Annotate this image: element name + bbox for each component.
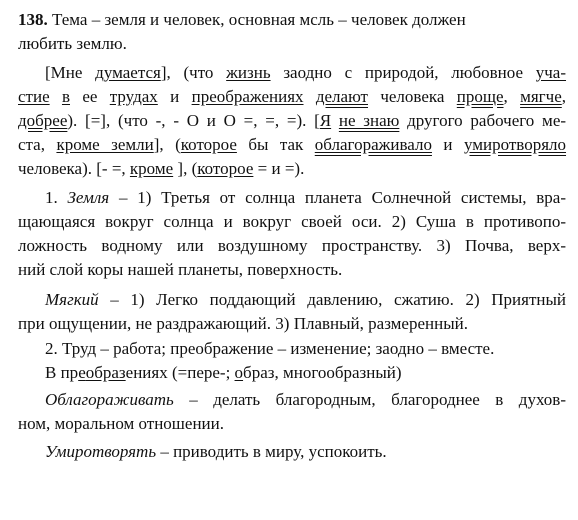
definition-zemlya-line-2: щающаяся вокруг солнца и вокруг своей оси. 2) Суша в противопо- [18,212,566,231]
scheme-text [304,87,316,106]
definition-text: – 1) Легко поддающий давлению, сжатию. 2) Приятный [98,290,566,309]
scheme-text: ). [=], (что -, - О и О =, =, =). [ [67,111,320,130]
definition-myagkiy-line-1 [45,289,566,311]
member-phrase: кроме земли [56,135,154,154]
scheme-text: ста, [18,135,57,154]
subject-word: преображениях [191,87,304,106]
definition-zemlya-line-4: ний слой коры нашей планеты, поверхность. [18,260,343,279]
definition-zemlya-line-1 [45,187,566,209]
scheme-text: другого рабочего ме- [399,111,567,130]
morpheme-ending: ный [366,363,396,382]
scheme-line-2 [18,86,566,108]
predicate-word: не знаю [338,111,400,130]
scheme-text [50,87,62,106]
predicate-word: облагораживало [314,135,432,154]
scheme-text: ], ( [173,159,198,178]
scheme-text: [Мне [45,63,96,82]
morpheme-text: В пр [45,363,79,382]
definition-term: Мягкий [45,290,99,309]
definition-term: Облагораживать [45,390,174,409]
definition-text: – делать благородным, благороднее в духов- [173,390,566,409]
list-number: 1. [45,188,68,207]
synonyms-line: 2. Труд – работа; преображение – изменение; заодно – вместе. [45,339,495,358]
exercise-number: 138. [18,10,48,29]
scheme-text: , [503,87,521,106]
exercise-title-line-2: любить землю. [18,34,127,53]
scheme-text: = и =). [253,159,305,178]
definition-zemlya-line-3: ложность водному или воздушному пространству. 3) Почва, верх- [18,236,566,255]
scheme-text: и [157,87,192,106]
morpheme-analysis-line [45,362,566,384]
definition-term: Умиротворять [45,442,157,461]
exercise-title-line [18,9,566,31]
subject-word: которое [180,135,237,154]
scheme-line-5 [18,158,566,180]
subject-word: уча- [535,63,567,82]
predicate-word: проще [456,87,504,106]
morpheme-text: ) [395,363,402,382]
scheme-line-4 [18,134,566,156]
definition-oblag-line-1 [45,389,566,411]
definition-text: – приводить в миру, успокоить. [156,442,387,461]
scheme-text: бы так [236,135,315,154]
morpheme-prefix: е [78,363,86,382]
scheme-text: ], (что [160,63,227,82]
predicate-word: добрее [18,111,68,130]
morpheme-root-vowel: о [234,363,244,382]
definition-term: Земля [67,188,110,207]
scheme-text [331,111,339,130]
morpheme-root: образ [85,363,126,382]
exercise-topic: Тема – земля и человек, основная мсль – человек должен [52,10,466,29]
subject-word: которое [197,159,254,178]
morpheme-text: браз, многообраз [243,363,367,382]
scheme-text: человека [368,87,457,106]
scheme-line-3 [18,110,566,132]
subject-word: в [61,87,70,106]
scheme-text: заодно с природой, любовное [270,63,536,82]
definition-text: – 1) Третья от солнца планета Солнечной системы, вра- [109,188,566,207]
subject-word: жизнь [226,63,271,82]
member-phrase: кроме [129,159,174,178]
scheme-line-1 [45,62,566,84]
predicate-word: мягче [520,87,562,106]
subject-word: стие [18,87,50,106]
predicate-word: делают [315,87,368,106]
scheme-text: ее [70,87,110,106]
subject-word: трудах [109,87,158,106]
definition-oblag-line-2: ном, моральном отношении. [18,414,224,433]
morpheme-text: ениях (=пере-; [125,363,235,382]
scheme-text: ], ( [153,135,181,154]
predicate-word: умиротворяло [463,135,567,154]
scheme-text: , [561,87,567,106]
subject-word: Я [319,111,332,130]
scheme-text: и [431,135,464,154]
predicate-word: думается [95,63,161,82]
definition-umir-line-1 [45,441,566,463]
definition-myagkiy-line-2: при ощущении, не раздражающий. 3) Плавный, размеренный. [18,314,468,333]
scheme-text: человека). [- =, [18,159,130,178]
